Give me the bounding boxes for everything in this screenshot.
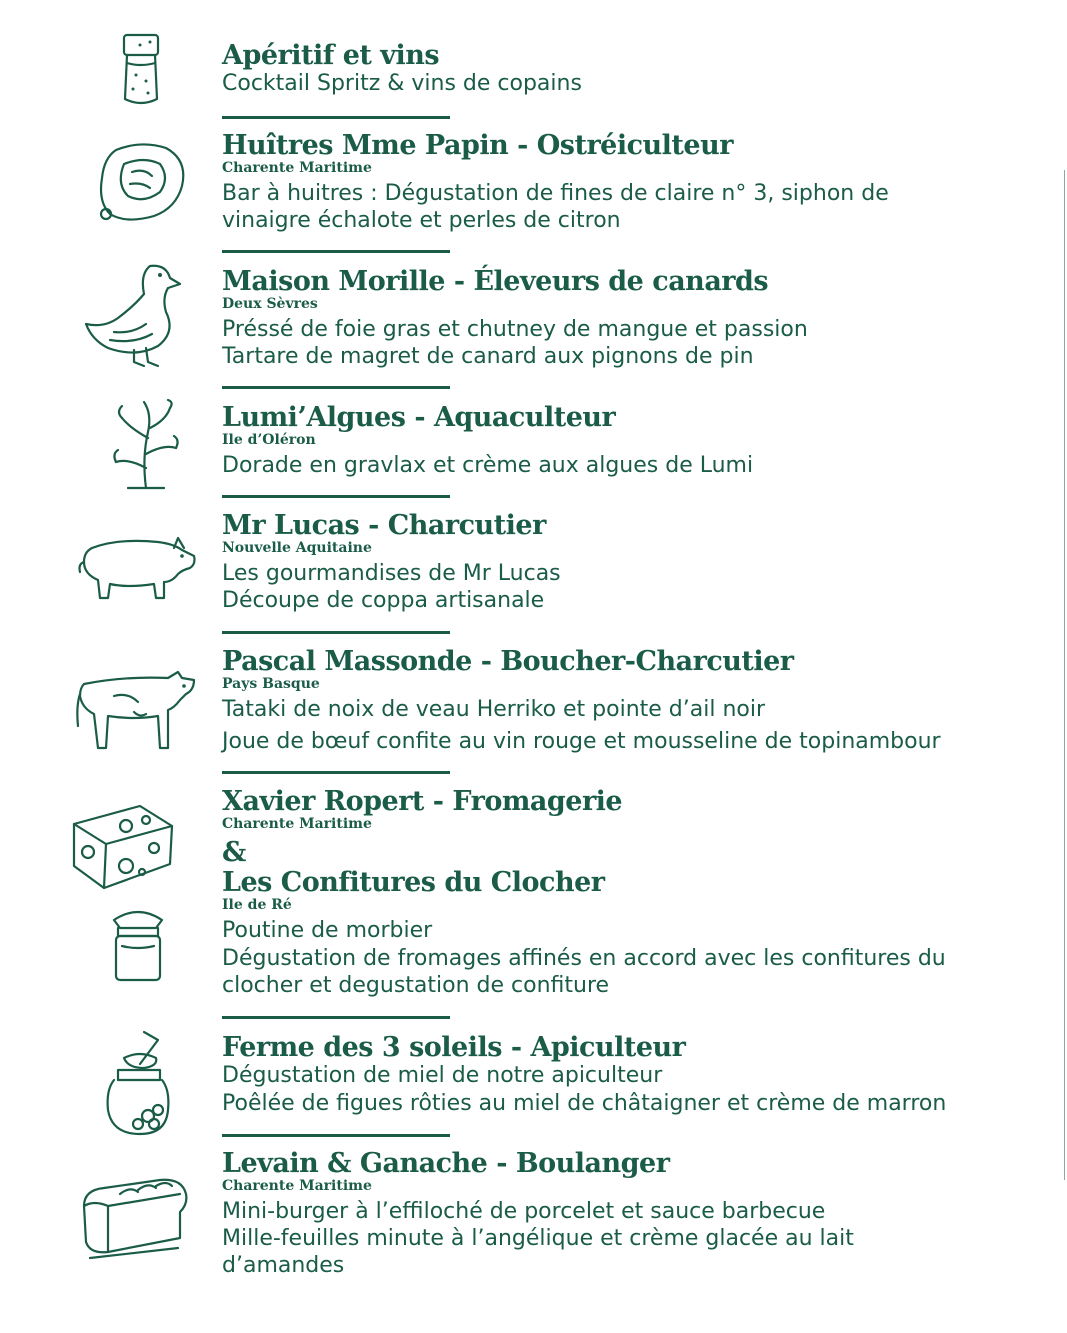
section-line: clocher et degustation de confiture: [222, 973, 610, 998]
jam-jar-icon: [110, 906, 166, 982]
section-title-secondary: Les Confitures du Clocher: [222, 867, 605, 898]
section-line: Découpe de coppa artisanale: [222, 588, 545, 613]
section-line: Poêlée de figues rôties au miel de châtaigner et crème de marron: [222, 1091, 947, 1116]
cork-icon: [118, 33, 164, 107]
section-title: Ferme des 3 soleils - Apiculteur: [222, 1032, 686, 1063]
section-region-secondary: Ile de Ré: [222, 897, 292, 913]
section-title: Pascal Massonde - Boucher-Charcutier: [222, 646, 794, 677]
section-line: Dorade en gravlax et crème aux algues de Lumi: [222, 453, 754, 478]
section-title: Huîtres Mme Papin - Ostréiculteur: [222, 130, 733, 161]
section-line: Joue de bœuf confite au vin rouge et mousseline de topinambour: [222, 729, 941, 754]
section-title: Maison Morille - Éleveurs de canards: [222, 266, 769, 297]
section-line: Bar à huitres : Dégustation de fines de claire n° 3, siphon de: [222, 181, 889, 206]
duck-icon: [84, 262, 186, 370]
bread-icon: [80, 1172, 190, 1260]
section-line: vinaigre échalote et perles de citron: [222, 208, 621, 233]
section-line: Mini-burger à l’effiloché de porcelet et sauce barbecue: [222, 1199, 826, 1224]
section-divider: [222, 386, 450, 389]
section-line: Tataki de noix de veau Herriko et pointe d’ail noir: [222, 697, 766, 722]
section-line: Mille-feuilles minute à l’angélique et crème glacée au lait: [222, 1226, 854, 1251]
section-region: Ile d’Oléron: [222, 432, 316, 448]
section-divider: [222, 631, 450, 634]
section-title: Apéritif et vins: [222, 40, 440, 71]
section-region: Charente Maritime: [222, 1178, 372, 1194]
section-region: Pays Basque: [222, 676, 320, 692]
section-divider: [222, 495, 450, 498]
section-divider: [222, 250, 450, 253]
section-line: Les gourmandises de Mr Lucas: [222, 561, 561, 586]
section-line: Tartare de magret de canard aux pignons de pin: [222, 344, 754, 369]
cheese-icon: [70, 804, 176, 892]
section-title: Mr Lucas - Charcutier: [222, 510, 546, 541]
section-title: Xavier Ropert - Fromagerie: [222, 786, 623, 817]
section-ampersand: &: [222, 837, 246, 868]
pig-icon: [78, 534, 198, 602]
section-line: Dégustation de miel de notre apiculteur: [222, 1063, 663, 1088]
section-line: Poutine de morbier: [222, 918, 433, 943]
section-region: Charente Maritime: [222, 160, 372, 176]
oyster-icon: [96, 142, 188, 224]
section-region: Nouvelle Aquitaine: [222, 540, 372, 556]
honey-jar-icon: [104, 1030, 176, 1138]
seaweed-icon: [108, 398, 184, 490]
section-divider: [222, 1134, 450, 1137]
cow-icon: [74, 666, 196, 752]
section-title: Lumi’Algues - Aquaculteur: [222, 402, 616, 433]
page-edge-line: [1064, 170, 1065, 1180]
section-divider: [222, 116, 450, 119]
section-line: Préssé de foie gras et chutney de mangue et passion: [222, 317, 808, 342]
section-region: Deux Sèvres: [222, 296, 318, 312]
section-line: Cocktail Spritz & vins de copains: [222, 71, 582, 96]
section-line: d’amandes: [222, 1253, 345, 1278]
section-title: Levain & Ganache - Boulanger: [222, 1148, 670, 1179]
section-divider: [222, 771, 450, 774]
section-line: Dégustation de fromages affinés en accord avec les confitures du: [222, 946, 946, 971]
section-region: Charente Maritime: [222, 816, 372, 832]
section-divider: [222, 1016, 450, 1019]
